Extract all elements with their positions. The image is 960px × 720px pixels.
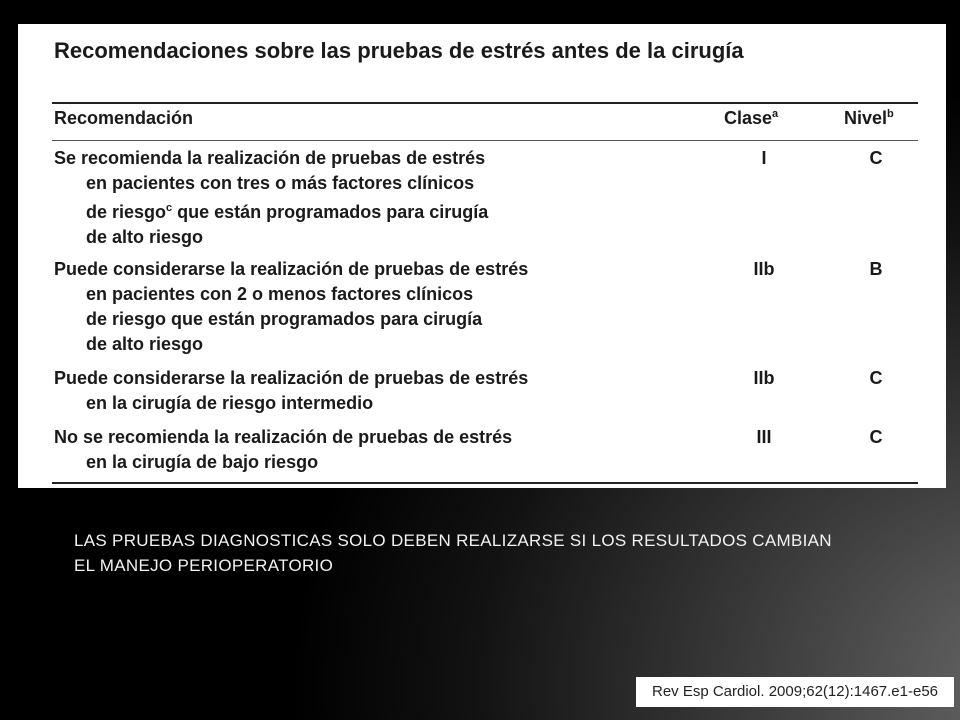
row-recommendation bbox=[54, 146, 734, 250]
row-line: No se recomienda la realización de pruebas de estrés bbox=[54, 427, 513, 447]
row-line: de alto riesgo bbox=[86, 227, 204, 247]
header-clase-footnote: a bbox=[772, 108, 779, 120]
row-nivel: C bbox=[869, 368, 883, 388]
row-line: de riesgo que están programados para cirugía bbox=[86, 309, 483, 329]
header-nivel-footnote: b bbox=[887, 108, 894, 120]
table-header-rule bbox=[52, 140, 918, 141]
row-line-text: que están programados para cirugía bbox=[172, 202, 489, 222]
row-line: Puede considerarse la realización de pruebas de estrés bbox=[54, 368, 529, 388]
row-line-text: de riesgo bbox=[86, 202, 167, 222]
row-nivel: B bbox=[869, 259, 883, 279]
slide-note: LAS PRUEBAS DIAGNOSTICAS SOLO DEBEN REALIZARSE SI LOS RESULTADOS CAMBIAN EL MANEJO PERIOPERATORIO bbox=[74, 531, 832, 575]
table-bottom-rule bbox=[52, 482, 918, 484]
row-recommendation bbox=[54, 257, 734, 357]
row-line bbox=[54, 196, 734, 225]
row-line: en pacientes con tres o más factores clínicos bbox=[86, 173, 475, 193]
row-recommendation bbox=[54, 425, 734, 475]
row-clase: III bbox=[756, 427, 772, 447]
header-nivel bbox=[844, 108, 894, 129]
recommendations-table-panel bbox=[18, 24, 946, 488]
row-line: Puede considerarse la realización de pruebas de estrés bbox=[54, 259, 529, 279]
header-clase bbox=[724, 108, 778, 129]
row-clase: IIb bbox=[753, 259, 775, 279]
header-nivel-label: Nivel bbox=[844, 108, 888, 128]
citation: Rev Esp Cardiol. 2009;62(12):1467.e1-e56 bbox=[636, 677, 954, 707]
row-line: en la cirugía de bajo riesgo bbox=[86, 452, 319, 472]
row-line: en la cirugía de riesgo intermedio bbox=[86, 393, 374, 413]
header-recomendacion: Recomendación bbox=[54, 108, 194, 128]
row-line: de alto riesgo bbox=[86, 334, 204, 354]
row-clase: IIb bbox=[753, 368, 775, 388]
row-line: Se recomienda la realización de pruebas de estrés bbox=[54, 148, 486, 168]
row-line: en pacientes con 2 o menos factores clínicos bbox=[86, 284, 474, 304]
table-title: Recomendaciones sobre las pruebas de estrés antes de la cirugía bbox=[54, 38, 744, 63]
row-clase: I bbox=[761, 148, 767, 168]
row-recommendation bbox=[54, 366, 734, 416]
header-clase-label: Clase bbox=[724, 108, 773, 128]
footnote-marker: c bbox=[166, 202, 173, 214]
row-nivel: C bbox=[869, 427, 883, 447]
table-top-rule bbox=[52, 102, 918, 104]
row-nivel: C bbox=[869, 148, 883, 168]
